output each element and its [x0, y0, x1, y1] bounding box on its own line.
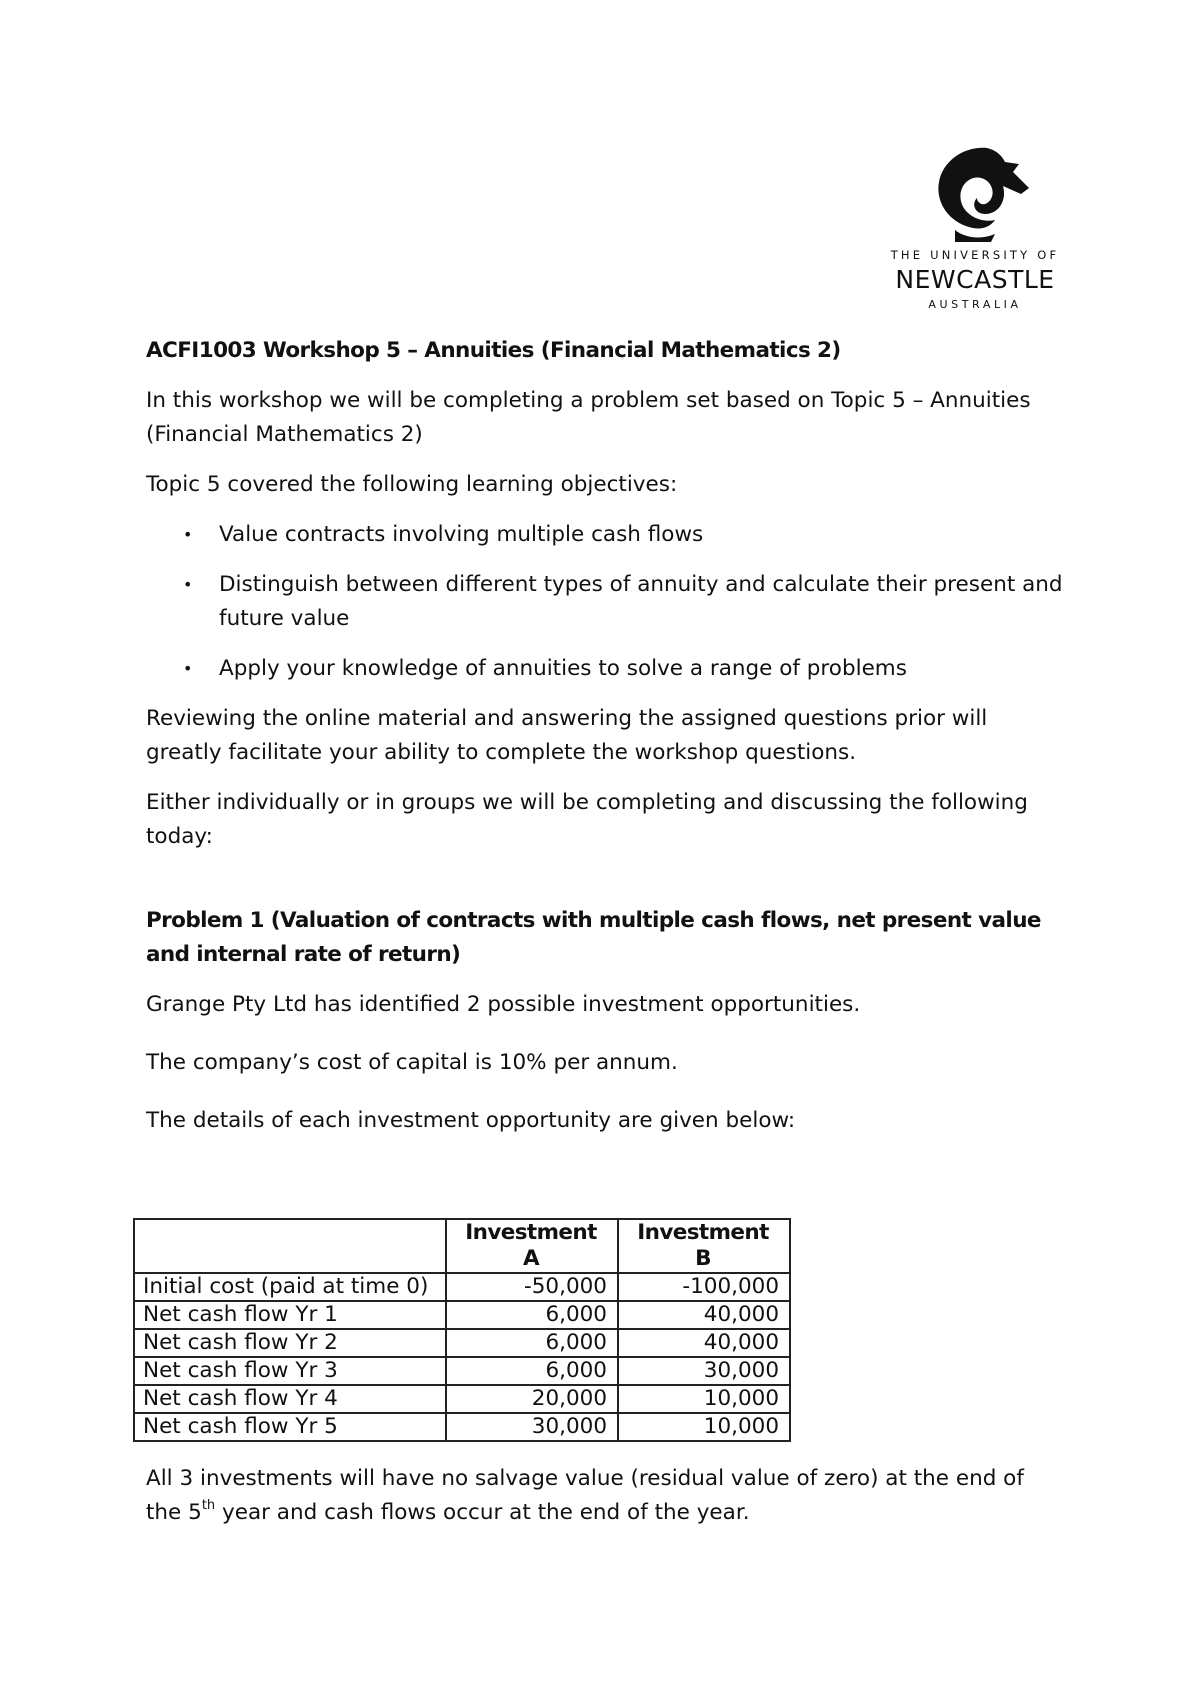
table-row: [134, 1413, 790, 1441]
review-paragraph: Reviewing the online material and answering the assigned questions prior will greatly facilitate your ability to complete the workshop questions.: [146, 706, 988, 765]
groups-paragraph: Either individually or in groups we will be completing and discussing the following today:: [146, 790, 1028, 849]
table-header-cell: Investment A: [446, 1219, 618, 1273]
table-cell-label: Net cash flow Yr 1: [134, 1301, 446, 1329]
table-cell-value: -100,000: [618, 1273, 790, 1301]
table-cell-value: 40,000: [618, 1329, 790, 1357]
table-cell-label: Net cash flow Yr 5: [134, 1413, 446, 1441]
table-header-cell: Investment B: [618, 1219, 790, 1273]
table-row: [134, 1385, 790, 1413]
bullet-icon: •: [183, 525, 193, 544]
objective-item: • Distinguish between different types of annuity and calculate their present and future value: [146, 568, 1066, 636]
table-row: [134, 1273, 790, 1301]
table-cell-value: 20,000: [446, 1385, 618, 1413]
table-row: [134, 1357, 790, 1385]
table-cell-value: 6,000: [446, 1301, 618, 1329]
table-cell-value: 30,000: [618, 1357, 790, 1385]
document-body: [146, 334, 1066, 1138]
table-header-cell: [134, 1219, 446, 1273]
workshop-title: ACFI1003 Workshop 5 – Annuities (Financial Mathematics 2): [146, 338, 841, 363]
bullet-icon: •: [183, 659, 193, 678]
closing-paragraph: All 3 investments will have no salvage value (residual value of zero) at the end of the 5th year and cash flows occur at the end of the year.: [146, 1466, 1024, 1525]
table-cell-value: 6,000: [446, 1329, 618, 1357]
problem1-paragraph-1: Grange Pty Ltd has identified 2 possible investment opportunities.: [146, 992, 861, 1017]
table-cell-value: 40,000: [618, 1301, 790, 1329]
table-row: [134, 1301, 790, 1329]
bullet-icon: •: [183, 575, 193, 594]
logo-line-university-of: THE UNIVERSITY OF: [890, 248, 1060, 262]
logo-line-australia: AUSTRALIA: [928, 298, 1022, 311]
objectives-list: [146, 518, 1066, 686]
seahorse-crest-icon: [925, 142, 1035, 242]
ordinal-suffix: th: [201, 1497, 216, 1513]
table-header-row: [134, 1219, 790, 1273]
table-row: [134, 1329, 790, 1357]
university-logo: [885, 142, 1065, 312]
table-cell-label: Net cash flow Yr 3: [134, 1357, 446, 1385]
logo-line-newcastle: NEWCASTLE: [895, 265, 1055, 294]
table-cell-label: Net cash flow Yr 4: [134, 1385, 446, 1413]
intro-paragraph: In this workshop we will be completing a problem set based on Topic 5 – Annuities (Financial Mathematics 2): [146, 388, 1031, 447]
table-cell-value: 30,000: [446, 1413, 618, 1441]
table-cell-value: 10,000: [618, 1385, 790, 1413]
table-cell-value: 10,000: [618, 1413, 790, 1441]
problem1-heading: Problem 1 (Valuation of contracts with multiple cash flows, net present value and internal rate of return): [146, 908, 1041, 967]
problem1-paragraph-3: The details of each investment opportunity are given below:: [146, 1108, 796, 1133]
table-cell-value: 6,000: [446, 1357, 618, 1385]
table-cell-value: -50,000: [446, 1273, 618, 1301]
problem1-paragraph-2: The company’s cost of capital is 10% per annum.: [146, 1050, 678, 1075]
objective-item: • Apply your knowledge of annuities to solve a range of problems: [146, 652, 1066, 686]
objective-item: • Value contracts involving multiple cash flows: [146, 518, 1066, 552]
table-cell-label: Initial cost (paid at time 0): [134, 1273, 446, 1301]
objectives-heading: Topic 5 covered the following learning objectives:: [146, 472, 678, 497]
table-cell-label: Net cash flow Yr 2: [134, 1329, 446, 1357]
investment-table: [133, 1218, 791, 1442]
